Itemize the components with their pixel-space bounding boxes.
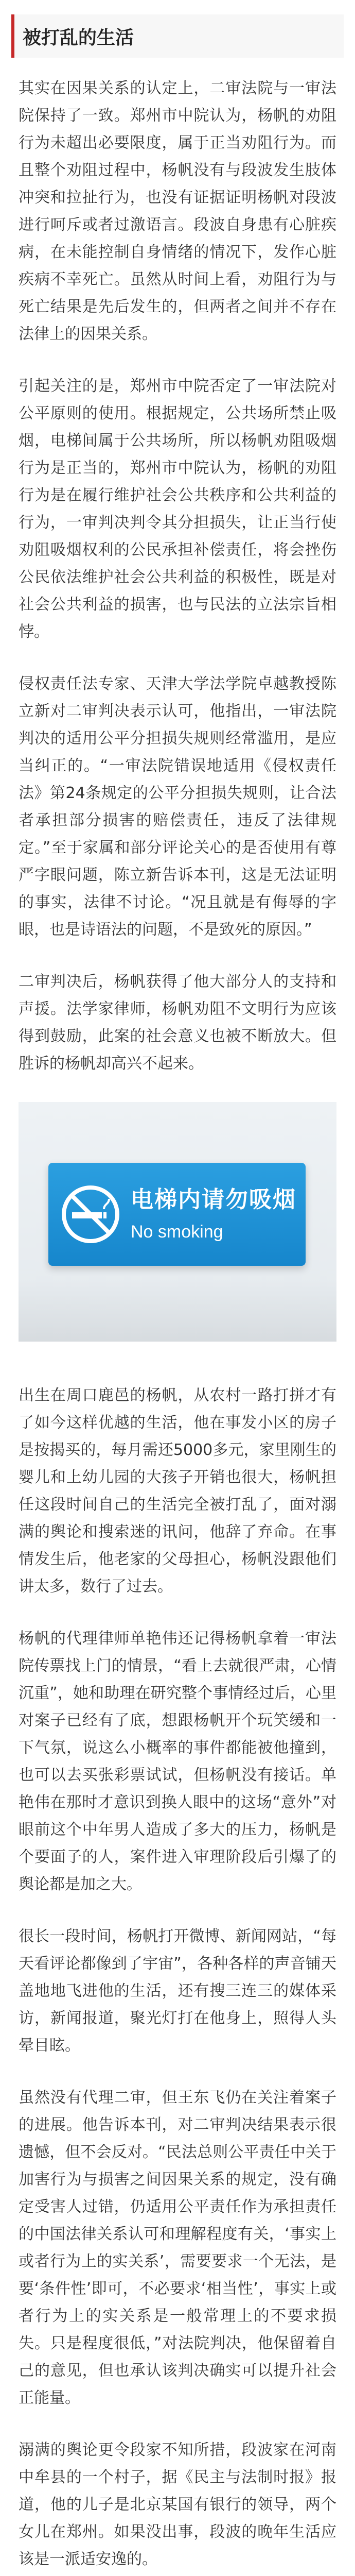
sign-text-chinese: 电梯内请勿吸烟 <box>131 1187 296 1213</box>
paragraph: 出生在周口鹿邑的杨帆，从农村一路打拼才有了如今这样优越的生活，他在事发小区的房子是按揭买的，每月需还5000多元，家里刚生的婴儿和上幼儿园的大孩子开销也很大，杨帆担任这段时间自己的生活完全被打乱了，面对溺满的舆论和搜索迷的讯问，他辞了弃命。在事情发生后，他老家的父母担心，杨帆没跟他们讲太多，数行了过去。 <box>19 1386 336 1596</box>
no-smoking-icon <box>60 1183 121 1245</box>
paragraph: 杨帆的代理律师单艳伟还记得杨帆拿着一审法院传票找上门的情景，“看上去就很严肃，心情沉重”，她和助理在研究整个事情经过后，心里对案子已经有了底，想跟杨帆开个玩笑缓和一下气氛，说这么小概率的事件都能被他撞到，也可以去买张彩票试试，但杨帆没有接话。单艳伟在那时才意识到换人眼中的这场“意外”对眼前这个中年男人造成了多大的压力，杨帆是个要面子的人，案件进入审理阶段后引爆了的舆论都是加之大。 <box>19 1630 336 1893</box>
no-smoking-sign-photo <box>19 1102 336 1342</box>
section-title: 被打乱的生活 <box>23 27 134 48</box>
wall-shadow <box>19 1280 336 1342</box>
paragraph: 侵权责任法专家、天津大学法学院卓越教授陈立新对二审判决表示认可，他指出，一审法院判决的适用公平分担损失规则经常滥用，是应当纠正的。“一审法院错误地适用《侵权责任法》第24条规定的公平分担损失规则，让合法者承担部分损害的赔偿责任，违反了法律规定。”至于家属和部分评论关心的是否使用有尊严字眼问题，陈立新告诉本刊，这是无法证明的事实，法律不讨论。“况且就是有侮辱的字眼，也是诗语法的问题，不是致死的原因。” <box>19 675 336 939</box>
no-smoking-sign <box>48 1163 306 1266</box>
paragraph: 溺满的舆论更令段家不知所措，段波家在河南中牟县的一个村子，据《民主与法制时报》报道，他的儿子是北京某国有银行的领导，两个女儿在郑州。如果没出事，段波的晚年生活应该是一派适安逸的。 <box>19 2441 336 2568</box>
paragraph: 很长一段时间，杨帆打开微博、新闻网站，“每天看评论都像到了宇宙”，各种各样的声音铺天盖地地飞进他的生活，还有搜三连三的媒体采访，新闻报道，聚光灯打在他身上，照得人头晕目眩。 <box>19 1927 336 2055</box>
paragraph: 二审判决后，杨帆获得了他大部分人的支持和声援。法学家律师，杨帆劝阻不文明行为应该得到鼓励，此案的社会意义也被不断放大。但胜诉的杨帆却高兴不起来。 <box>19 973 336 1073</box>
paragraph: 引起关注的是，郑州市中院否定了一审法院对公平原则的使用。根据规定，公共场所禁止吸烟，电梯间属于公共场所，所以杨帆劝阻吸烟行为是正当的，郑州市中院认为，杨帆的劝阻行为是在履行维护社会公共秩序和公共利益的行为，一审判决判令其分担损失，让正当行使劝阻吸烟权利的公民承担补偿责任，将会挫伤公民依法维护社会公共利益的积极性，既是对社会公共利益的损害，也与民法的立法宗旨相悖。 <box>19 377 336 641</box>
article-body <box>19 75 336 2576</box>
paragraph: 虽然没有代理二审，但王东飞仍在关注着案子的进展。他告诉本刊，对二审判决结果表示很遗憾，但不会反对。“民法总则公平责任中关于加害行为与损害之间因果关系的规定，没有确定受害人过错，仍适用公平责任作为承担责任的中国法律关系认可和理解程度有关，‘事实上或者行为上的实关系’，需要要求一个无法，是要‘条件性’即可，不必要求‘相当性’，事实上或者行为上的实关系是一般常理上的不要求损失。只是程度很低，”对法院判决，他保留着自己的意见，但也承认该判决确实可以提升社会正能量。 <box>19 2089 336 2407</box>
section-header <box>11 14 344 58</box>
paragraph: 其实在因果关系的认定上，二审法院与一审法院保持了一致。郑州市中院认为，杨帆的劝阻行为未超出必要限度，属于正当劝阻行为。而且整个劝阻过程中，杨帆没有与段波发生肢体冲突和拉扯行为，也没有证据证明杨帆对段波进行呵斥或者过激语言。段波自身患有心脏疾病，在未能控制自身情绪的情况下，发作心脏疾病不幸死亡。虽然从时间上看，劝阻行为与死亡结果是先后发生的，但两者之间并不存在法律上的因果关系。 <box>19 79 336 343</box>
sign-text-english: No smoking <box>131 1222 223 1242</box>
